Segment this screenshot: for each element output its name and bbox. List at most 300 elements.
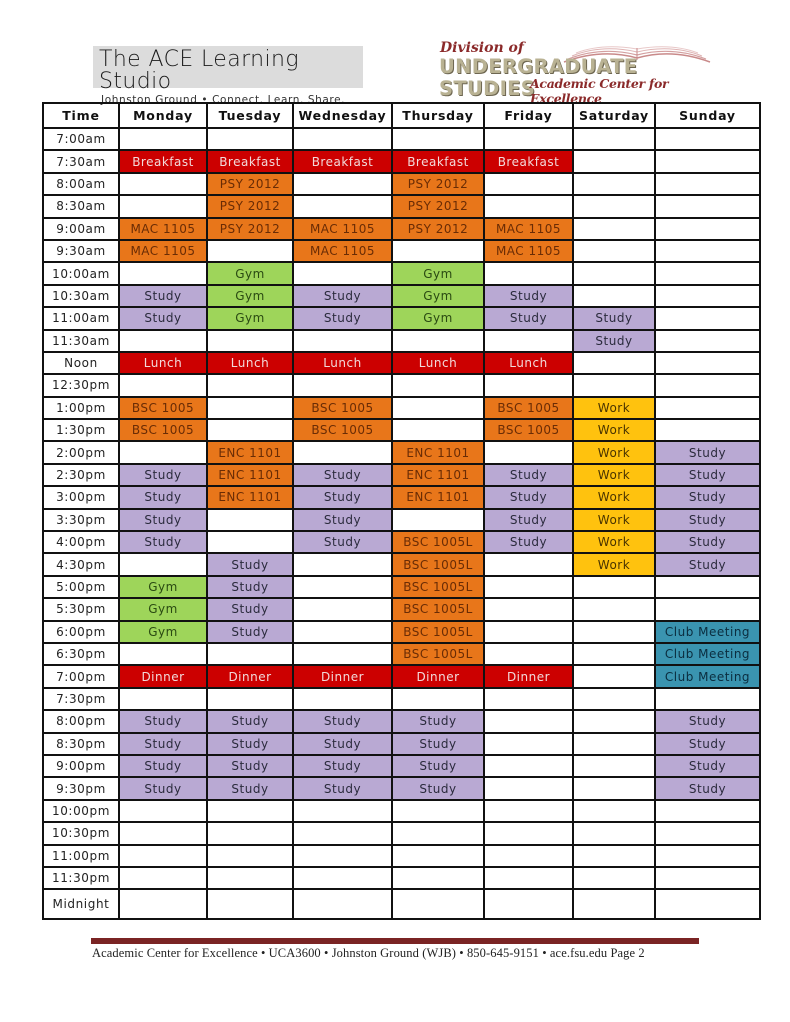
schedule-cell-thursday [392, 419, 484, 441]
schedule-cell-friday [484, 688, 573, 710]
schedule-cell-saturday [573, 576, 655, 598]
schedule-cell-monday: Study [119, 777, 207, 799]
schedule-cell-saturday: Work [573, 419, 655, 441]
schedule-cell-thursday: ENC 1101 [392, 486, 484, 508]
time-slot-label: 11:30pm [43, 867, 119, 889]
schedule-cell-saturday [573, 285, 655, 307]
schedule-row [43, 889, 760, 919]
schedule-cell-sunday [655, 688, 760, 710]
schedule-cell-sunday [655, 173, 760, 195]
schedule-cell-monday [119, 643, 207, 665]
schedule-cell-sunday: Study [655, 464, 760, 486]
time-slot-label: 10:30pm [43, 822, 119, 844]
schedule-cell-sunday [655, 598, 760, 620]
logo-title: The ACE Learning Studio [99, 47, 299, 94]
schedule-cell-friday [484, 441, 573, 463]
schedule-cell-thursday: Gym [392, 307, 484, 329]
schedule-cell-tuesday: PSY 2012 [207, 218, 293, 240]
column-header-wednesday: Wednesday [293, 103, 392, 128]
schedule-row [43, 150, 760, 172]
schedule-cell-wednesday: BSC 1005 [293, 397, 392, 419]
schedule-row [43, 486, 760, 508]
schedule-cell-tuesday [207, 531, 293, 553]
schedule-cell-saturday: Study [573, 307, 655, 329]
schedule-cell-sunday [655, 195, 760, 217]
schedule-cell-saturday [573, 262, 655, 284]
schedule-cell-thursday: BSC 1005L [392, 553, 484, 575]
schedule-cell-thursday: Study [392, 755, 484, 777]
schedule-cell-saturday: Work [573, 509, 655, 531]
time-slot-label: 11:00am [43, 307, 119, 329]
schedule-cell-wednesday [293, 128, 392, 150]
schedule-cell-monday [119, 889, 207, 919]
schedule-row [43, 800, 760, 822]
schedule-cell-friday [484, 643, 573, 665]
schedule-cell-wednesday [293, 598, 392, 620]
schedule-cell-thursday: Breakfast [392, 150, 484, 172]
schedule-cell-sunday [655, 285, 760, 307]
schedule-row [43, 441, 760, 463]
schedule-cell-monday: Study [119, 486, 207, 508]
schedule-cell-monday: Gym [119, 598, 207, 620]
schedule-cell-tuesday [207, 845, 293, 867]
schedule-cell-wednesday: Lunch [293, 352, 392, 374]
schedule-cell-sunday [655, 397, 760, 419]
schedule-cell-sunday [655, 889, 760, 919]
schedule-cell-tuesday [207, 240, 293, 262]
schedule-row [43, 307, 760, 329]
schedule-cell-thursday: BSC 1005L [392, 576, 484, 598]
schedule-cell-wednesday [293, 330, 392, 352]
time-slot-label: 3:00pm [43, 486, 119, 508]
schedule-cell-monday [119, 173, 207, 195]
time-slot-label: 9:00am [43, 218, 119, 240]
schedule-cell-friday [484, 553, 573, 575]
schedule-cell-tuesday [207, 867, 293, 889]
schedule-cell-monday: Lunch [119, 352, 207, 374]
schedule-cell-sunday [655, 576, 760, 598]
schedule-cell-tuesday: ENC 1101 [207, 486, 293, 508]
time-slot-label: 6:00pm [43, 621, 119, 643]
schedule-cell-wednesday: Study [293, 307, 392, 329]
schedule-cell-saturday: Study [573, 330, 655, 352]
schedule-cell-wednesday: MAC 1105 [293, 218, 392, 240]
schedule-row [43, 509, 760, 531]
schedule-cell-tuesday: PSY 2012 [207, 195, 293, 217]
time-slot-label: 3:30pm [43, 509, 119, 531]
schedule-cell-wednesday: Study [293, 710, 392, 732]
schedule-row [43, 553, 760, 575]
schedule-cell-saturday [573, 755, 655, 777]
schedule-cell-wednesday: Study [293, 777, 392, 799]
schedule-cell-friday [484, 128, 573, 150]
schedule-cell-wednesday: Study [293, 509, 392, 531]
schedule-cell-saturday [573, 150, 655, 172]
schedule-cell-thursday [392, 128, 484, 150]
schedule-row [43, 285, 760, 307]
schedule-cell-wednesday [293, 553, 392, 575]
time-slot-label: 7:00pm [43, 665, 119, 687]
schedule-cell-thursday: ENC 1101 [392, 441, 484, 463]
schedule-row [43, 643, 760, 665]
schedule-cell-tuesday: Dinner [207, 665, 293, 687]
schedule-cell-tuesday: Study [207, 755, 293, 777]
schedule-cell-monday [119, 330, 207, 352]
schedule-row [43, 688, 760, 710]
time-slot-label: 8:00am [43, 173, 119, 195]
time-slot-label: 5:30pm [43, 598, 119, 620]
schedule-cell-saturday [573, 621, 655, 643]
schedule-cell-saturday: Work [573, 531, 655, 553]
schedule-cell-monday: MAC 1105 [119, 240, 207, 262]
schedule-cell-monday: Study [119, 509, 207, 531]
schedule-cell-wednesday: Study [293, 464, 392, 486]
schedule-cell-monday [119, 374, 207, 396]
schedule-cell-thursday [392, 397, 484, 419]
time-slot-label: 4:00pm [43, 531, 119, 553]
logo-division-text: Division of [440, 40, 524, 56]
schedule-cell-tuesday: Study [207, 553, 293, 575]
schedule-cell-sunday: Study [655, 553, 760, 575]
schedule-cell-sunday: Study [655, 755, 760, 777]
schedule-cell-friday [484, 374, 573, 396]
schedule-row [43, 419, 760, 441]
schedule-cell-saturday [573, 777, 655, 799]
time-slot-label: 7:00am [43, 128, 119, 150]
schedule-cell-tuesday: Lunch [207, 352, 293, 374]
schedule-cell-friday [484, 867, 573, 889]
schedule-cell-friday [484, 173, 573, 195]
schedule-cell-friday [484, 598, 573, 620]
schedule-cell-tuesday: Study [207, 777, 293, 799]
schedule-cell-monday: BSC 1005 [119, 419, 207, 441]
time-slot-label: 10:30am [43, 285, 119, 307]
schedule-cell-friday [484, 733, 573, 755]
schedule-cell-wednesday: Study [293, 486, 392, 508]
schedule-cell-thursday [392, 240, 484, 262]
schedule-cell-tuesday: Study [207, 598, 293, 620]
schedule-cell-sunday [655, 128, 760, 150]
column-header-friday: Friday [484, 103, 573, 128]
schedule-cell-friday [484, 755, 573, 777]
schedule-cell-friday [484, 822, 573, 844]
schedule-cell-saturday [573, 800, 655, 822]
time-slot-label: 8:30pm [43, 733, 119, 755]
schedule-cell-saturday [573, 867, 655, 889]
time-slot-label: 7:30am [43, 150, 119, 172]
schedule-row [43, 330, 760, 352]
time-slot-label: 9:30am [43, 240, 119, 262]
schedule-row [43, 240, 760, 262]
schedule-cell-friday [484, 800, 573, 822]
schedule-cell-friday: Study [484, 486, 573, 508]
footer-text: Academic Center for Excellence • UCA3600 • Johnston Ground (WJB) • 850-645-9151 • ace.fsu.edu Page 2 [92, 946, 645, 960]
schedule-cell-wednesday [293, 688, 392, 710]
schedule-cell-wednesday [293, 374, 392, 396]
schedule-row [43, 195, 760, 217]
schedule-cell-monday [119, 553, 207, 575]
schedule-cell-sunday [655, 240, 760, 262]
schedule-cell-sunday: Study [655, 441, 760, 463]
schedule-cell-thursday: Lunch [392, 352, 484, 374]
schedule-row [43, 867, 760, 889]
schedule-cell-wednesday: Study [293, 755, 392, 777]
schedule-cell-sunday: Study [655, 531, 760, 553]
schedule-cell-friday [484, 576, 573, 598]
schedule-cell-saturday [573, 128, 655, 150]
schedule-cell-wednesday [293, 800, 392, 822]
schedule-cell-saturday: Work [573, 553, 655, 575]
schedule-cell-monday: Dinner [119, 665, 207, 687]
schedule-cell-monday [119, 262, 207, 284]
time-slot-label: 4:30pm [43, 553, 119, 575]
schedule-cell-thursday: Gym [392, 262, 484, 284]
schedule-cell-friday: Study [484, 307, 573, 329]
schedule-cell-wednesday [293, 441, 392, 463]
time-slot-label: 6:30pm [43, 643, 119, 665]
schedule-cell-tuesday [207, 509, 293, 531]
schedule-cell-saturday [573, 822, 655, 844]
schedule-cell-monday: MAC 1105 [119, 218, 207, 240]
schedule-row [43, 621, 760, 643]
column-header-sunday: Sunday [655, 103, 760, 128]
schedule-cell-wednesday [293, 845, 392, 867]
schedule-cell-wednesday [293, 867, 392, 889]
schedule-cell-saturday [573, 733, 655, 755]
schedule-row [43, 531, 760, 553]
schedule-cell-friday [484, 621, 573, 643]
time-slot-label: 2:00pm [43, 441, 119, 463]
schedule-cell-wednesday [293, 889, 392, 919]
schedule-cell-wednesday [293, 262, 392, 284]
schedule-cell-saturday [573, 643, 655, 665]
footer-divider [91, 938, 699, 944]
schedule-cell-wednesday: Study [293, 733, 392, 755]
schedule-cell-sunday: Club Meeting [655, 621, 760, 643]
schedule-row [43, 464, 760, 486]
time-slot-label: 1:00pm [43, 397, 119, 419]
schedule-cell-sunday [655, 800, 760, 822]
schedule-cell-sunday: Study [655, 509, 760, 531]
schedule-cell-thursday: Study [392, 710, 484, 732]
schedule-cell-wednesday: Study [293, 285, 392, 307]
column-header-thursday: Thursday [392, 103, 484, 128]
schedule-cell-sunday [655, 352, 760, 374]
schedule-cell-friday [484, 330, 573, 352]
schedule-cell-sunday [655, 218, 760, 240]
schedule-cell-sunday: Study [655, 733, 760, 755]
schedule-cell-tuesday [207, 128, 293, 150]
schedule-cell-thursday: Study [392, 733, 484, 755]
schedule-cell-saturday: Work [573, 464, 655, 486]
logo-undergrad-text: UNDERGRADUATE STUDIES [439, 55, 638, 100]
schedule-cell-friday: MAC 1105 [484, 218, 573, 240]
schedule-row [43, 733, 760, 755]
schedule-row [43, 397, 760, 419]
time-slot-label: Midnight [43, 889, 119, 919]
schedule-cell-thursday [392, 822, 484, 844]
schedule-cell-tuesday [207, 330, 293, 352]
schedule-cell-monday [119, 128, 207, 150]
schedule-cell-sunday [655, 867, 760, 889]
schedule-cell-saturday [573, 688, 655, 710]
column-header-tuesday: Tuesday [207, 103, 293, 128]
schedule-cell-thursday [392, 800, 484, 822]
schedule-cell-sunday [655, 330, 760, 352]
schedule-cell-thursday: PSY 2012 [392, 195, 484, 217]
schedule-cell-tuesday [207, 643, 293, 665]
time-slot-label: 10:00pm [43, 800, 119, 822]
schedule-cell-friday [484, 777, 573, 799]
schedule-cell-monday: Gym [119, 621, 207, 643]
schedule-cell-monday: Gym [119, 576, 207, 598]
schedule-row [43, 374, 760, 396]
schedule-cell-thursday [392, 845, 484, 867]
schedule-row [43, 218, 760, 240]
schedule-cell-sunday [655, 822, 760, 844]
schedule-cell-sunday: Study [655, 486, 760, 508]
schedule-cell-saturday [573, 173, 655, 195]
schedule-row [43, 262, 760, 284]
schedule-cell-monday: Study [119, 285, 207, 307]
schedule-cell-tuesday: Study [207, 733, 293, 755]
schedule-cell-sunday: Club Meeting [655, 643, 760, 665]
schedule-cell-wednesday: MAC 1105 [293, 240, 392, 262]
schedule-cell-sunday: Study [655, 777, 760, 799]
schedule-cell-thursday: PSY 2012 [392, 218, 484, 240]
schedule-cell-saturday: Work [573, 486, 655, 508]
column-header-saturday: Saturday [573, 103, 655, 128]
schedule-cell-friday: Lunch [484, 352, 573, 374]
schedule-row [43, 777, 760, 799]
schedule-cell-saturday [573, 710, 655, 732]
schedule-cell-monday [119, 867, 207, 889]
schedule-cell-saturday: Work [573, 441, 655, 463]
schedule-cell-thursday [392, 374, 484, 396]
time-slot-label: 8:30am [43, 195, 119, 217]
time-slot-label: 12:30pm [43, 374, 119, 396]
schedule-cell-wednesday [293, 173, 392, 195]
schedule-cell-tuesday: PSY 2012 [207, 173, 293, 195]
schedule-cell-friday [484, 710, 573, 732]
schedule-cell-wednesday [293, 195, 392, 217]
time-slot-label: Noon [43, 352, 119, 374]
logo-tagline: Johnston Ground • Connect. Learn. Share. [101, 94, 346, 106]
schedule-row [43, 822, 760, 844]
schedule-row [43, 576, 760, 598]
time-slot-label: 11:00pm [43, 845, 119, 867]
ace-learning-studio-logo [93, 46, 363, 106]
time-slot-label: 8:00pm [43, 710, 119, 732]
schedule-cell-monday: Study [119, 710, 207, 732]
schedule-cell-saturday [573, 240, 655, 262]
schedule-cell-thursday: PSY 2012 [392, 173, 484, 195]
time-slot-label: 9:00pm [43, 755, 119, 777]
schedule-cell-monday [119, 441, 207, 463]
schedule-cell-tuesday [207, 374, 293, 396]
schedule-cell-tuesday [207, 889, 293, 919]
schedule-row [43, 352, 760, 374]
schedule-cell-friday: Breakfast [484, 150, 573, 172]
schedule-cell-monday [119, 688, 207, 710]
weekly-schedule-table [42, 102, 761, 920]
schedule-row [43, 710, 760, 732]
time-slot-label: 10:00am [43, 262, 119, 284]
column-header-time: Time [43, 103, 119, 128]
schedule-cell-wednesday [293, 621, 392, 643]
schedule-cell-saturday [573, 598, 655, 620]
schedule-cell-thursday: BSC 1005L [392, 621, 484, 643]
schedule-cell-wednesday [293, 822, 392, 844]
schedule-cell-monday [119, 195, 207, 217]
schedule-cell-friday [484, 195, 573, 217]
schedule-cell-tuesday: Study [207, 710, 293, 732]
schedule-cell-thursday [392, 889, 484, 919]
schedule-cell-thursday: BSC 1005L [392, 598, 484, 620]
schedule-cell-monday: Study [119, 464, 207, 486]
schedule-cell-sunday [655, 374, 760, 396]
schedule-cell-tuesday: ENC 1101 [207, 464, 293, 486]
schedule-cell-tuesday: Gym [207, 307, 293, 329]
schedule-cell-tuesday [207, 800, 293, 822]
time-slot-label: 9:30pm [43, 777, 119, 799]
schedule-cell-tuesday: ENC 1101 [207, 441, 293, 463]
time-slot-label: 1:30pm [43, 419, 119, 441]
schedule-cell-saturday [573, 374, 655, 396]
undergraduate-studies-logo [436, 40, 720, 106]
schedule-row [43, 173, 760, 195]
schedule-row [43, 665, 760, 687]
schedule-cell-friday: Study [484, 509, 573, 531]
schedule-cell-thursday: Gym [392, 285, 484, 307]
schedule-cell-wednesday: Breakfast [293, 150, 392, 172]
schedule-cell-sunday [655, 419, 760, 441]
schedule-cell-tuesday [207, 822, 293, 844]
schedule-cell-tuesday: Gym [207, 285, 293, 307]
schedule-row [43, 598, 760, 620]
schedule-cell-friday: BSC 1005 [484, 419, 573, 441]
time-slot-label: 5:00pm [43, 576, 119, 598]
schedule-cell-thursday: BSC 1005L [392, 643, 484, 665]
schedule-cell-wednesday [293, 576, 392, 598]
schedule-cell-monday [119, 800, 207, 822]
schedule-cell-sunday [655, 262, 760, 284]
schedule-cell-friday [484, 262, 573, 284]
schedule-cell-thursday [392, 867, 484, 889]
time-slot-label: 7:30pm [43, 688, 119, 710]
schedule-cell-monday: Study [119, 755, 207, 777]
schedule-cell-saturday [573, 845, 655, 867]
schedule-cell-sunday [655, 845, 760, 867]
schedule-cell-monday [119, 845, 207, 867]
schedule-body [43, 128, 760, 919]
schedule-cell-saturday [573, 889, 655, 919]
schedule-cell-friday [484, 889, 573, 919]
schedule-cell-wednesday: Dinner [293, 665, 392, 687]
schedule-cell-monday: Study [119, 733, 207, 755]
schedule-cell-sunday [655, 307, 760, 329]
schedule-cell-sunday: Study [655, 710, 760, 732]
schedule-cell-monday: BSC 1005 [119, 397, 207, 419]
schedule-cell-friday: Study [484, 464, 573, 486]
time-slot-label: 11:30am [43, 330, 119, 352]
schedule-cell-tuesday [207, 419, 293, 441]
schedule-cell-saturday [573, 218, 655, 240]
schedule-cell-friday: BSC 1005 [484, 397, 573, 419]
schedule-cell-friday: Dinner [484, 665, 573, 687]
schedule-cell-tuesday [207, 688, 293, 710]
schedule-cell-thursday: ENC 1101 [392, 464, 484, 486]
